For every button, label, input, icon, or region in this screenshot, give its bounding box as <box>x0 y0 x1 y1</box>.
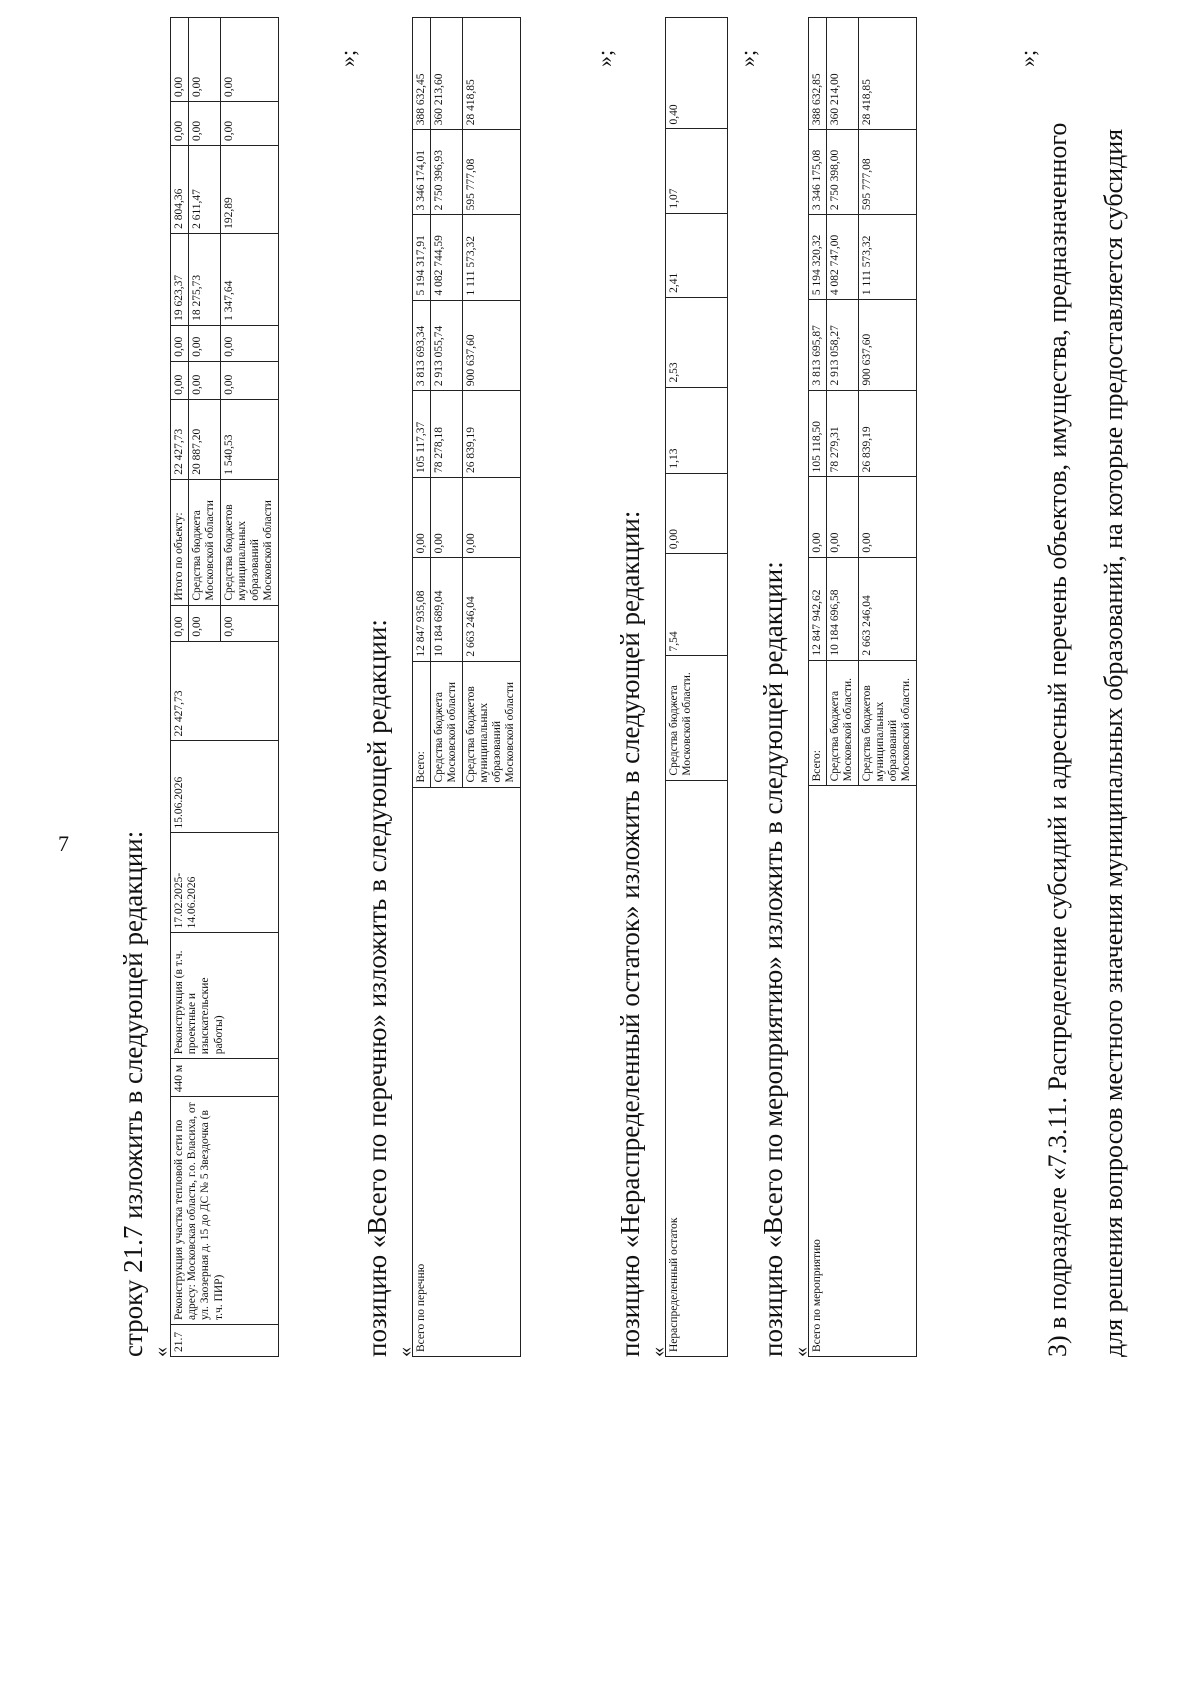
source-label: Итого по объекту: <box>171 479 189 605</box>
value-cell: 5 194 320,32 <box>809 215 827 300</box>
work-type: Реконструкция (в т.ч. проектные и изыскательские работы) <box>171 933 279 1059</box>
value-cell: 28 418,85 <box>462 18 520 130</box>
open-quote: « <box>150 1347 172 1357</box>
position-label: Всего по мероприятию <box>809 786 917 1357</box>
body-paragraph <box>1030 17 1142 1357</box>
value-cell: 2 663 246,04 <box>462 558 520 661</box>
value-cell: 0,00 <box>189 102 220 146</box>
value-cell: 0,00 <box>827 477 858 557</box>
value-cell: 0,00 <box>220 325 278 361</box>
value-cell: 26 839,19 <box>462 391 520 478</box>
open-quote: « <box>394 1347 416 1357</box>
source-label: Средства бюджета Московской области. <box>666 656 728 780</box>
value-cell: 4 082 744,59 <box>431 215 462 300</box>
row-number: 21.7 <box>171 1325 279 1357</box>
value-cell: 105 117,37 <box>413 391 431 478</box>
value-cell: 78 279,31 <box>827 390 858 477</box>
section-4-heading: позицию «Всего по мероприятию» изложить в следующей редакции: <box>758 561 788 1357</box>
value-cell: 18 275,73 <box>189 233 220 325</box>
table-object-21-7 <box>170 17 279 1357</box>
table-total-measure <box>808 17 917 1357</box>
value-cell: 3 813 695,87 <box>809 300 827 390</box>
value-cell: 22 427,73 <box>171 399 189 479</box>
value-cell: 595 777,08 <box>462 130 520 215</box>
value-cell: 0,00 <box>220 102 278 146</box>
value-cell: 12 847 935,08 <box>413 558 431 661</box>
value-cell: 388 632,85 <box>809 18 827 130</box>
section-3-heading: позицию «Нераспределенный остаток» изложить в следующей редакции: <box>615 510 645 1357</box>
table-row <box>809 18 827 1357</box>
value-cell: 1 111 573,32 <box>858 215 916 300</box>
source-label: Всего: <box>809 660 827 786</box>
value-cell: 2 663 246,04 <box>858 557 916 660</box>
value-cell: 12 847 942,62 <box>809 557 827 660</box>
position-label: Нераспределенный остаток <box>666 780 728 1356</box>
table-row <box>171 18 189 1357</box>
value-cell: 28 418,85 <box>858 18 916 130</box>
value-cell: 4 082 747,00 <box>827 215 858 300</box>
value-cell: 1,13 <box>666 387 728 473</box>
value-cell: 0,00 <box>431 478 462 558</box>
completion-date: 15.06.2026 <box>171 741 279 833</box>
value-cell: 0,00 <box>189 18 220 102</box>
value-cell: 0,00 <box>809 477 827 557</box>
value-cell: 3 346 175,08 <box>809 130 827 215</box>
zero-cell: 0,00 <box>171 605 189 641</box>
value-cell: 900 637,60 <box>858 300 916 390</box>
value-cell: 0,00 <box>858 477 916 557</box>
value-cell: 105 118,50 <box>809 390 827 477</box>
value-cell: 2 913 055,74 <box>431 300 462 391</box>
value-cell: 0,00 <box>171 361 189 399</box>
open-quote: « <box>790 1347 812 1357</box>
close-quote: »; <box>735 49 760 67</box>
value-cell: 1,07 <box>666 129 728 213</box>
source-label: Средства бюджета Московской области <box>431 661 462 787</box>
value-cell: 0,00 <box>189 361 220 399</box>
value-cell: 0,00 <box>171 102 189 146</box>
close-quote: »; <box>1015 49 1040 67</box>
value-cell: 3 813 693,34 <box>413 300 431 391</box>
source-label: Средства бюджетов муниципальных образований Московской области <box>462 661 520 787</box>
close-quote: »; <box>592 49 617 67</box>
value-cell: 0,00 <box>220 18 278 102</box>
source-label: Всего: <box>413 661 431 787</box>
section-2-heading: позицию «Всего по перечню» изложить в следующей редакции: <box>362 619 392 1357</box>
value-cell: 0,00 <box>666 473 728 554</box>
close-quote: »; <box>335 49 360 67</box>
table-unallocated-remainder <box>665 17 728 1357</box>
value-cell: 1 111 573,32 <box>462 215 520 300</box>
value-cell: 10 184 689,04 <box>431 558 462 661</box>
value-cell: 1 540,53 <box>220 399 278 479</box>
value-cell: 192,89 <box>220 146 278 234</box>
value-cell: 5 194 317,91 <box>413 215 431 300</box>
table-row <box>413 18 431 1357</box>
value-cell: 3 346 174,01 <box>413 130 431 215</box>
table-row <box>666 18 728 1357</box>
value-cell: 78 278,18 <box>431 391 462 478</box>
value-cell: 900 637,60 <box>462 300 520 391</box>
value-cell: 10 184 696,58 <box>827 557 858 660</box>
value-cell: 388 632,45 <box>413 18 431 130</box>
value-cell: 360 214,00 <box>827 18 858 130</box>
value-cell: 2,41 <box>666 213 728 297</box>
source-label: Средства бюджета Московской области <box>189 479 220 605</box>
value-cell: 0,00 <box>171 18 189 102</box>
value-cell: 20 887,20 <box>189 399 220 479</box>
page-number: 7 <box>58 831 69 856</box>
position-label: Всего по перечню <box>413 787 521 1356</box>
source-label: Средства бюджетов муниципальных образований Московской области <box>220 479 278 605</box>
value-cell: 7,54 <box>666 554 728 656</box>
paragraph-line-1: 3) в подразделе «7.3.11. Распределение субсидий и адресный перечень объектов, имущества, предназначенного <box>1043 122 1072 1357</box>
value-cell: 0,00 <box>462 478 520 558</box>
value-cell: 360 213,60 <box>431 18 462 130</box>
value-cell: 0,40 <box>666 18 728 129</box>
limit-value: 22 427,73 <box>171 641 279 741</box>
zero-cell: 0,00 <box>189 605 220 641</box>
value-cell: 26 839,19 <box>858 390 916 477</box>
table-total-list <box>412 17 521 1357</box>
work-period: 17.02.2025-14.06.2026 <box>171 833 279 933</box>
value-cell: 0,00 <box>413 478 431 558</box>
value-cell: 2 750 398,00 <box>827 130 858 215</box>
source-label: Средства бюджета Московской области. <box>827 660 858 786</box>
object-name: Реконструкция участка тепловой сети по адресу: Московская область, г.о. Власиха, от ул. Заозерная д. 15 до ДС № 5 Звездочка (в т.ч. ПИР) <box>171 1097 279 1325</box>
open-quote: « <box>647 1347 669 1357</box>
value-cell: 0,00 <box>171 325 189 361</box>
value-cell: 2 750 396,93 <box>431 130 462 215</box>
value-cell: 2 913 058,27 <box>827 300 858 390</box>
value-cell: 19 623,37 <box>171 233 189 325</box>
value-cell: 2,53 <box>666 297 728 387</box>
paragraph-line-2: для решения вопросов местного значения муниципальных образований, на которые предоставляется субсидия <box>1099 128 1128 1357</box>
value-cell: 2 611,47 <box>189 146 220 234</box>
capacity: 440 м <box>171 1059 279 1097</box>
value-cell: 1 347,64 <box>220 233 278 325</box>
zero-cell: 0,00 <box>220 605 278 641</box>
source-label: Средства бюджетов муниципальных образований Московской области. <box>858 660 916 786</box>
value-cell: 0,00 <box>220 361 278 399</box>
section-1-heading: строку 21.7 изложить в следующей редакции: <box>118 830 148 1357</box>
value-cell: 0,00 <box>189 325 220 361</box>
value-cell: 595 777,08 <box>858 130 916 215</box>
value-cell: 2 804,36 <box>171 146 189 234</box>
